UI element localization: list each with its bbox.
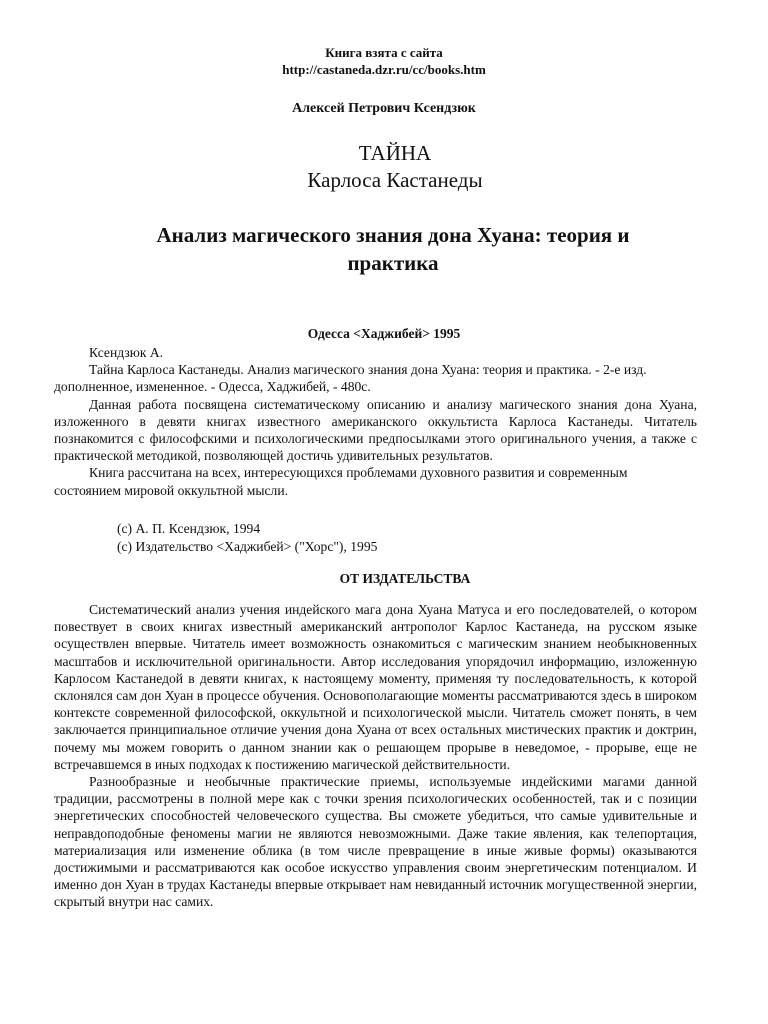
- copyright-publisher: (c) Издательство <Хаджибей> ("Хорс"), 1995: [117, 539, 378, 554]
- book-title-line2: Карлоса Кастанеды: [307, 168, 483, 192]
- author-name: Алексей Петрович Ксендзюк: [292, 101, 476, 116]
- abstract-paragraph: Данная работа посвящена систематическому описанию и анализу магического знания дона Хуана, изложенного в девяти книгах известного американского оккультиста Карлоса Кастанеды. Читатель познакомится с философскими и психологическими предпосылками этого оригинального учения, а также с практической методикой, позволяющей достичь удивительных результатов.: [54, 396, 697, 464]
- foreword-paragraph: Разнообразные и необычные практические приемы, используемые индейскими магами данной традиции, рассмотрены в полной мере как с точки зрения психологических особенностей, так и с позиции энергетических способностей человеческого существа. Вы сможете убедиться, что самые удивительные и неправдоподобные феномены магии не являются невозможными. Даже такие явления, как телепортация, материализация или изменение облика (в том числе превращение в иные живые формы) оказываются достижимыми и рассматриваются как особое искусство управления своим энергетическим потенциалом. И именно дон Хуан в трудах Кастанеды впервые открывает нам невиданный источник могущественной энергии, скрытый внутри нас самих.: [54, 774, 697, 910]
- book-subtitle: Анализ магического знания дона Хуана: теория и практика: [156, 223, 630, 275]
- bibliography-author: Ксендзюк А.: [89, 345, 164, 360]
- publication-imprint: Одесса <Хаджибей> 1995: [307, 326, 461, 341]
- copyright-author: (c) А. П. Ксендзюк, 1994: [117, 521, 261, 536]
- book-title-line1: ТАЙНА: [358, 141, 432, 165]
- source-note: [0, 44, 768, 78]
- audience-paragraph: Книга рассчитана на всех, интересующихся проблемами духовного развития и современным состоянием мировой оккультной мысли.: [54, 465, 628, 498]
- bibliography-description: Тайна Карлоса Кастанеды. Анализ магического знания дона Хуана: теория и практика. - 2-е изд. дополненное, измененное. - Одесса, Хаджибей, - 480с.: [54, 362, 647, 395]
- section-heading: ОТ ИЗДАТЕЛЬСТВА: [339, 571, 471, 586]
- bibliographic-block: [54, 344, 697, 499]
- publisher-foreword: [54, 601, 697, 911]
- source-url: http://castaneda.dzr.ru/cc/books.htm: [282, 62, 486, 77]
- source-line: Книга взята с сайта: [325, 45, 443, 60]
- book-title: [0, 140, 768, 194]
- foreword-paragraph: Систематический анализ учения индейского мага дона Хуана Матуса и его последователей, о котором повествует в своих книгах известный американский антрополог Карлос Кастанеда, на русском языке осуществлен впервые. Читатель имеет возможность ознакомиться с магическим знанием необыкновенных масштабов и исключительной оригинальности. Автор исследования упорядочил информацию, изложенную Карлосом Кастанедой в девяти книгах, к настоящему моменту, применяя ту последовательность, к которой склонялся сам дон Хуан в процессе обучения. Основополагающие моменты рассматриваются здесь в широком контексте современной философской, оккультной и психологической мысли. Читатель сможет понять, в чем заключается принципиальное отличие учения дона Хуана от всех остальных мистических практик и доктрин, почему мы можем говорить о данном знании как о решающем прорыве в неведомое, - прорыве, еще не встречавшемся в иных подходах к постижению магической действительности.: [54, 602, 698, 772]
- copyright-block: [117, 520, 377, 556]
